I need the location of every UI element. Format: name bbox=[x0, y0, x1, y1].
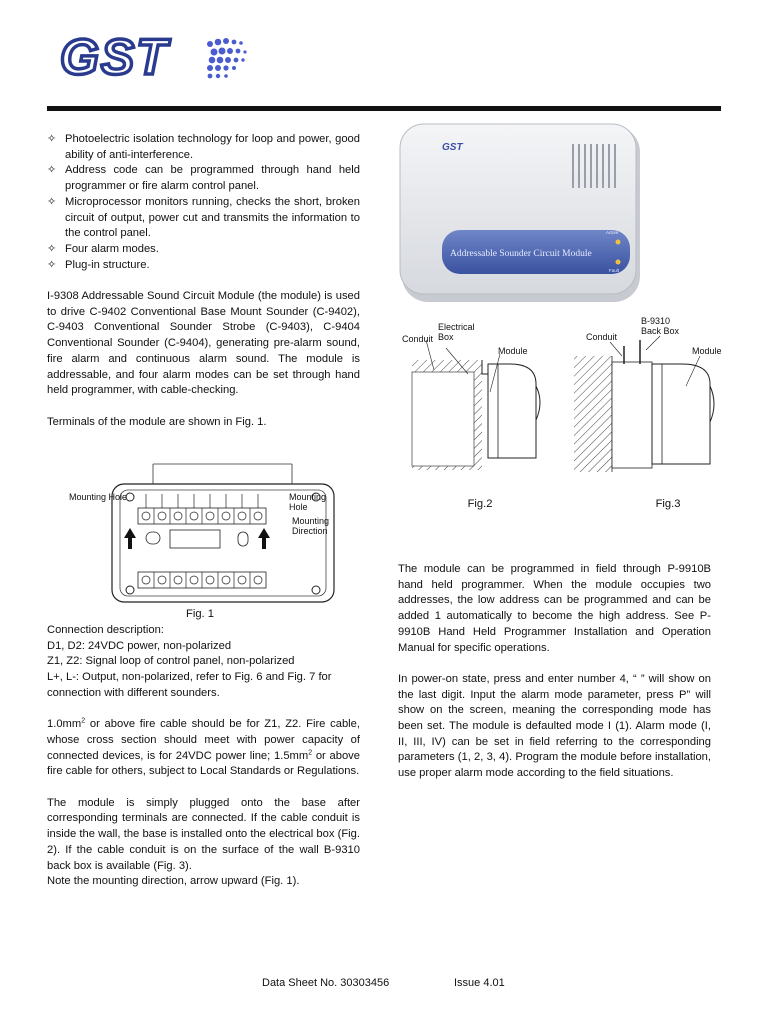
product-photo bbox=[396, 122, 646, 306]
fig3-caption: Fig.3 bbox=[655, 498, 681, 510]
issue-number: Issue 4.01 bbox=[454, 977, 505, 989]
photo-brand: GST bbox=[442, 142, 463, 153]
fig2-label-module: Module bbox=[498, 346, 528, 356]
program-paragraph: The module can be programmed in field through P-9910B hand held programmer. When the module occupies two addresses, the low address can be programmed and can be added 1 automatically to become the high address. See P-9910B Hand Held Programmer Installation and Operation Manual for specific operations. bbox=[398, 563, 711, 654]
note-text: Note the mounting direction, arrow upward (Fig. 1). bbox=[47, 875, 300, 888]
cable-text: or above fire cable for others, subject to Local Standards or Regulations. bbox=[47, 749, 360, 778]
connection-line: D1, D2: 24VDC power, non-polarized bbox=[47, 639, 232, 652]
fig1-caption: Fig. 1 bbox=[186, 608, 214, 620]
cable-text: or above fire cable should be for Z1, Z2. Fire cable, whose cross section should meet with power capacity of connected devices, is for 24VDC power line; 1.5mm bbox=[47, 718, 360, 762]
fig1-label-mounting-hole-right: Mounting Hole bbox=[289, 492, 327, 512]
cable-paragraph bbox=[47, 717, 360, 780]
fig2-caption: Fig.2 bbox=[467, 498, 493, 510]
feature-item: ✧ Address code can be programmed through hand held programmer or fire alarm control panel. bbox=[47, 163, 360, 194]
plug-paragraph: The module is simply plugged onto the base after corresponding terminals are connected. If the cable conduit is inside the wall, the base is installed onto the electrical box (Fig. 2). If the cable conduit is on the surface of the wall B-9310 back box is available (Fig. 3). bbox=[47, 796, 360, 872]
header-rule bbox=[47, 106, 721, 111]
fig2-label-electrical-box: Electrical Box bbox=[438, 322, 475, 342]
photo-led-active: Active bbox=[606, 230, 619, 235]
feature-item: ✧ Plug-in structure. bbox=[47, 258, 360, 274]
logo-dots-icon bbox=[207, 38, 247, 78]
feature-item: ✧ Microprocessor monitors running, checks the short, broken circuit of output, power cut and transmits the information to the control panel. bbox=[47, 195, 360, 242]
superscript: 2 bbox=[81, 717, 86, 725]
photo-panel-text: Addressable Sounder Circuit Module bbox=[450, 249, 592, 259]
feature-item: ✧ Photoelectric isolation technology for loop and power, good ability of anti-interference. bbox=[47, 132, 360, 163]
connection-title: Connection description: bbox=[47, 624, 164, 636]
feature-item: ✧ Four alarm modes. bbox=[47, 242, 360, 258]
logo-text: GST bbox=[60, 30, 169, 84]
terminals-paragraph: Terminals of the module are shown in Fig. 1. bbox=[47, 415, 267, 428]
intro-paragraph: I-9308 Addressable Sound Circuit Module (the module) is used to drive C-9402 Conventional Base Mount Sounder (C-9402), C-9403 Conventional Sounder Strobe (C-9403), C-9404 Conventional Sounder (C-9404), generating pre-alarm sound, fire alarm and continuous alarm sound. The module is addressable, and four alarm modes can be set through hand held programmer, with cable-checking. bbox=[47, 290, 360, 397]
photo-led-fault: Fault bbox=[609, 268, 620, 273]
superscript: 2 bbox=[308, 748, 313, 756]
left-column-lower bbox=[47, 623, 360, 890]
left-column bbox=[47, 132, 360, 446]
cable-text: 1.0mm bbox=[47, 718, 82, 731]
fig3-label-back-box: B-9310 Back Box bbox=[641, 316, 680, 336]
right-column bbox=[398, 562, 711, 798]
fig1-label-mounting-direction: Mounting Direction bbox=[292, 516, 330, 536]
power-on-paragraph: In power-on state, press and enter number 4, “ ” will show on the last digit. Input the alarm mode parameter, press P” will show on the screen, meaning the corresponding mode has been set. The module is defaulted mode I (1). Alarm mode (I, II, III, IV) can be set in field referring to the corresponding parameters (1, 2, 3, 4). Program the module before installation, use proper alarm mode according to the field situations. bbox=[398, 672, 711, 780]
datasheet-number: Data Sheet No. 30303456 bbox=[262, 977, 390, 989]
fig3-label-module: Module bbox=[692, 346, 722, 356]
feature-list bbox=[47, 132, 360, 273]
connection-line: Z1, Z2: Signal loop of control panel, non-polarized bbox=[47, 655, 295, 668]
fig1-label-mounting-hole-left: Mounting Hole bbox=[69, 492, 128, 502]
fig2-label-conduit: Conduit bbox=[402, 334, 434, 344]
fig3-label-conduit: Conduit bbox=[586, 332, 618, 342]
connection-line: L+, L-: Output, non-polarized, refer to Fig. 6 and Fig. 7 for connection with different sounders. bbox=[47, 671, 332, 699]
gst-logo bbox=[58, 30, 258, 84]
